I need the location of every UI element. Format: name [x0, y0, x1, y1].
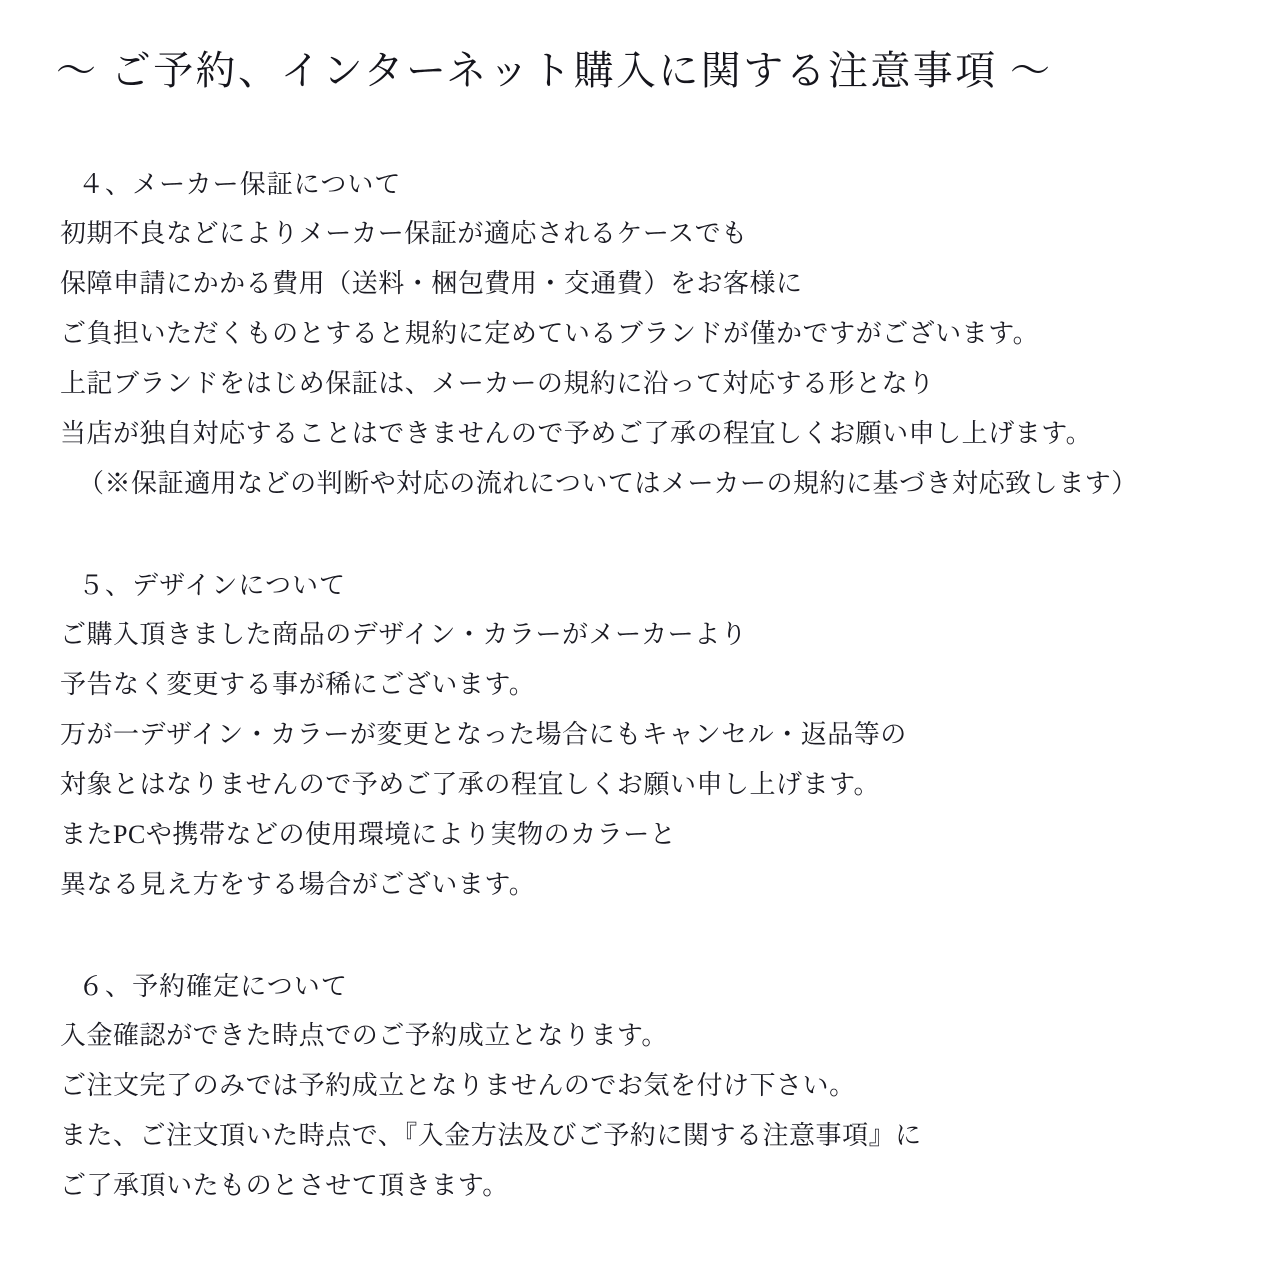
text-line: ご了承頂いたものとさせて頂きます。	[60, 1170, 509, 1200]
text-line: ご購入頂きました商品のデザイン・カラーがメーカーより	[60, 620, 748, 650]
text-line: 対象とはなりませんので予めご了承の程宜しくお願い申し上げます。	[60, 769, 881, 799]
text-line: 予告なく変更する事が稀にございます。	[60, 670, 536, 700]
text-line: 万が一デザイン・カラーが変更となった場合にもキャンセル・返品等の	[60, 720, 907, 750]
text-line: ご注文完了のみでは予約成立となりませんのでお気を付け下さい。	[60, 1070, 856, 1100]
section-body	[60, 1011, 1240, 1211]
section-body	[60, 209, 1240, 508]
text-line: 当店が独自対応することはできませんので予めご了承の程宜しくお願い申し上げます。	[60, 419, 1093, 449]
page-title: 〜 ご予約、インターネット購入に関する注意事項 〜	[56, 48, 1053, 93]
section-heading: ４、メーカー保証について	[78, 170, 402, 199]
text-line: （※保証適用などの判断や対応の流れについてはメーカーの規約に基づき対応致します）	[78, 468, 1138, 498]
text-line: 上記ブランドをはじめ保証は、メーカーの規約に沿って対応する形となり	[60, 369, 935, 399]
section-heading: ６、予約確定について	[78, 971, 348, 1001]
section-body	[60, 610, 1240, 909]
text-line: 初期不良などによりメーカー保証が適応されるケースでも	[60, 219, 748, 249]
text-line: また、ご注文頂いた時点で、『入金方法及びご予約に関する注意事項』に	[60, 1120, 922, 1150]
section-reservation-confirmation	[40, 962, 1240, 1211]
section-manufacturer-warranty	[40, 160, 1240, 509]
text-line: またPCや携帯などの使用環境により実物のカラーと	[60, 819, 677, 849]
text-line: ご負担いただくものとすると規約に定めているブランドが僅かですがございます。	[60, 319, 1040, 349]
text-line: 入金確認ができた時点でのご予約成立となります。	[60, 1021, 668, 1051]
text-line: 異なる見え方をする場合がございます。	[60, 869, 536, 899]
section-heading: ５、デザインについて	[78, 570, 347, 600]
section-design	[40, 561, 1240, 910]
text-line: 保障申請にかかる費用（送料・梱包費用・交通費）をお客様に	[60, 269, 803, 299]
